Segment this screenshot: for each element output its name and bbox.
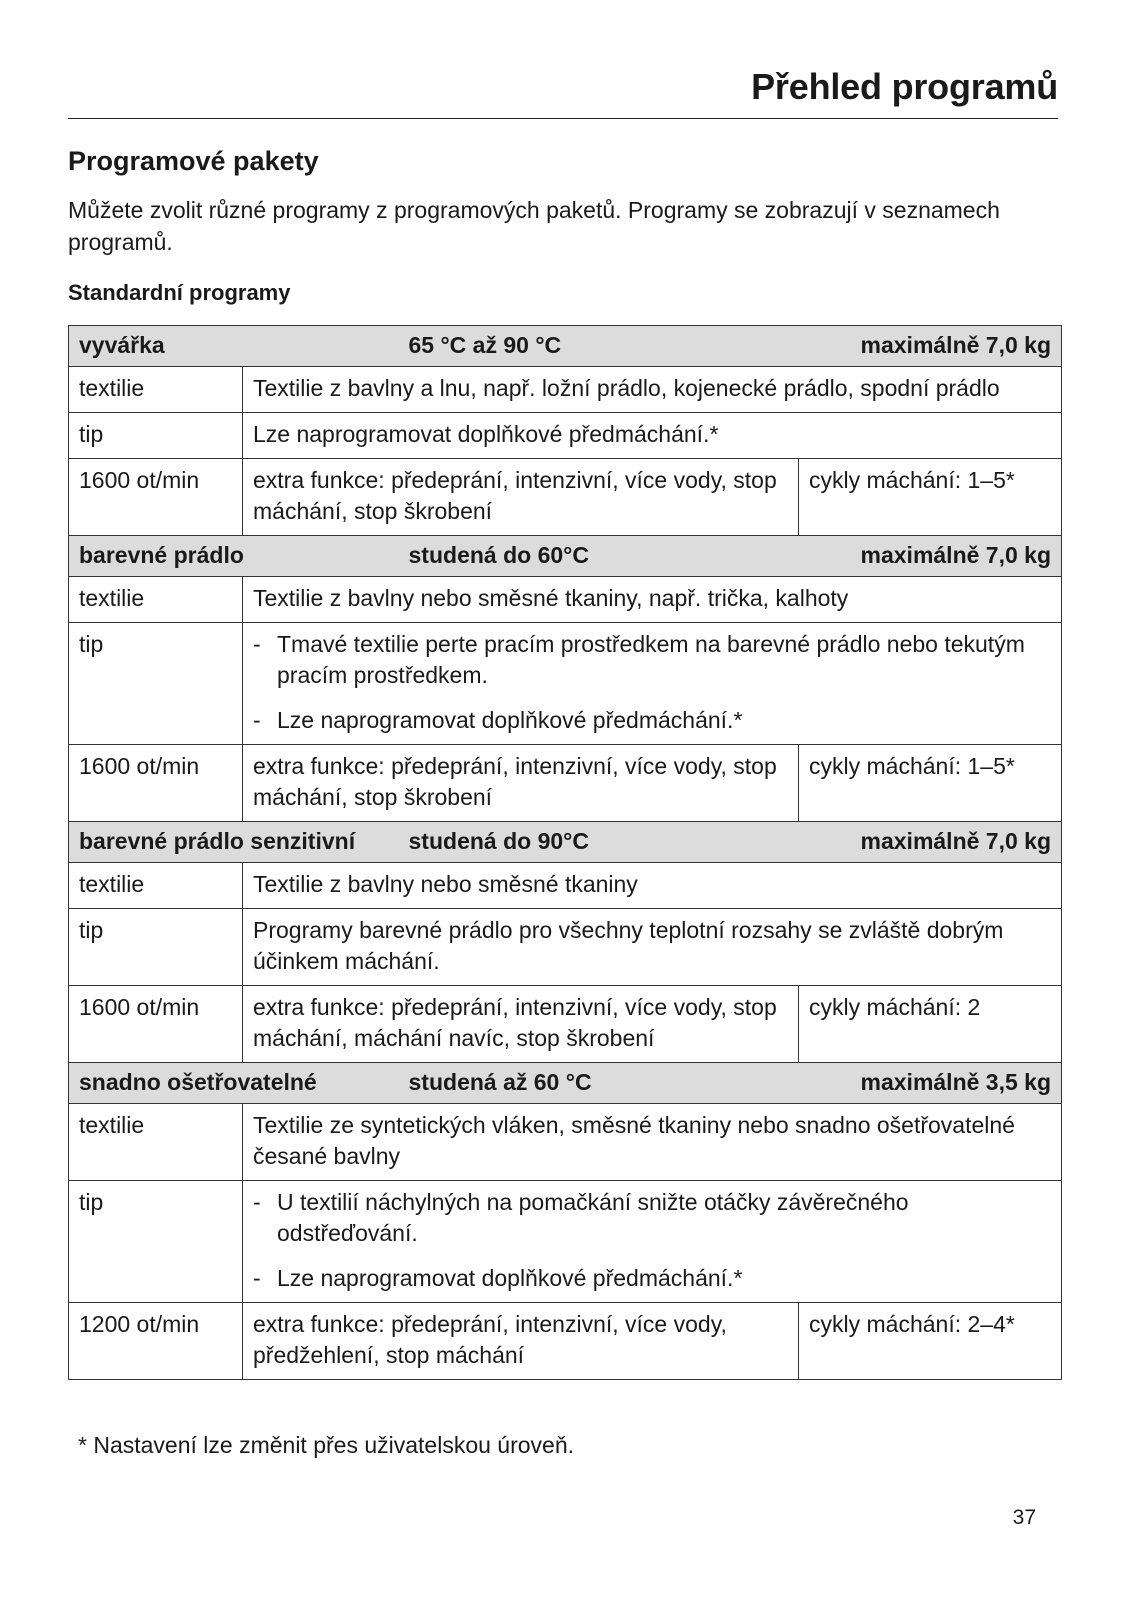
extra-functions: extra funkce: předeprání, intenzivní, více vody, stop máchání, stop škrobení <box>243 745 799 822</box>
textiles-description: Textilie z bavlny a lnu, např. ložní prádlo, kojenecké prádlo, spodní prádlo <box>243 367 1062 413</box>
textiles-row <box>69 577 1062 623</box>
tip-row <box>69 1181 1062 1303</box>
intro-paragraph: Můžete zvolit různé programy z programových paketů. Programy se zobrazují v seznamech programů. <box>68 197 1000 255</box>
page-header <box>68 62 1058 119</box>
page-number: 37 <box>1012 1506 1036 1529</box>
section-heading: Programové pakety <box>68 146 319 176</box>
footnote: * Nastavení lze změnit přes uživatelskou úroveň. <box>78 1432 575 1458</box>
tip-row <box>69 623 1062 745</box>
tip-content <box>243 623 1062 745</box>
spin-row <box>69 745 1062 822</box>
spin-row <box>69 1303 1062 1380</box>
program-header-row <box>69 1063 1062 1104</box>
textiles-row <box>69 1104 1062 1181</box>
textiles-description: Textilie z bavlny nebo směsné tkaniny <box>243 863 1062 909</box>
tip-list <box>253 1187 1051 1294</box>
tip-content <box>243 413 1062 459</box>
textiles-description: Textilie z bavlny nebo směsné tkaniny, např. trička, kalhoty <box>243 577 1062 623</box>
spin-speed: 1600 ot/min <box>69 745 243 822</box>
extra-functions: extra funkce: předeprání, intenzivní, více vody, předžehlení, stop máchání <box>243 1303 799 1380</box>
textiles-description: Textilie ze syntetických vláken, směsné tkaniny nebo snadno ošetřovatelné česané bavlny <box>243 1104 1062 1181</box>
rinse-cycles: cykly máchání: 1–5* <box>799 745 1062 822</box>
program-name: snadno ošetřovatelné <box>69 1063 399 1104</box>
tip-text: Programy barevné prádlo pro všechny teplotní rozsahy se zvláště dobrým účinkem máchání. <box>253 917 1004 974</box>
textiles-label: textilie <box>69 1104 243 1181</box>
program-max-load: maximálně 3,5 kg <box>799 1063 1062 1104</box>
textiles-label: textilie <box>69 367 243 413</box>
spin-speed: 1600 ot/min <box>69 986 243 1063</box>
textiles-label: textilie <box>69 863 243 909</box>
spin-row <box>69 459 1062 536</box>
tip-item: - Lze naprogramovat doplňkové předmáchání.* <box>253 1263 1051 1294</box>
textiles-row <box>69 863 1062 909</box>
page-title: Přehled programů <box>751 66 1058 107</box>
rinse-cycles: cykly máchání: 2–4* <box>799 1303 1062 1380</box>
program-max-load: maximálně 7,0 kg <box>799 536 1062 577</box>
program-max-load: maximálně 7,0 kg <box>799 822 1062 863</box>
textiles-row <box>69 367 1062 413</box>
extra-functions: extra funkce: předeprání, intenzivní, více vody, stop máchání, máchání navíc, stop škrobení <box>243 986 799 1063</box>
program-header-row <box>69 536 1062 577</box>
program-temperature: 65 °C až 90 °C <box>399 326 799 367</box>
spin-row <box>69 986 1062 1063</box>
tip-label: tip <box>69 623 243 745</box>
program-name: vyvářka <box>69 326 399 367</box>
rinse-cycles: cykly máchání: 1–5* <box>799 459 1062 536</box>
tip-row <box>69 413 1062 459</box>
spin-speed: 1200 ot/min <box>69 1303 243 1380</box>
programs-table-body <box>69 326 1062 1380</box>
program-temperature: studená do 60°C <box>399 536 799 577</box>
tip-content <box>243 1181 1062 1303</box>
tip-label: tip <box>69 413 243 459</box>
tip-content <box>243 909 1062 986</box>
extra-functions: extra funkce: předeprání, intenzivní, více vody, stop máchání, stop škrobení <box>243 459 799 536</box>
tip-item: - Tmavé textilie perte pracím prostředkem na barevné prádlo nebo tekutým pracím prostředkem. <box>253 629 1051 691</box>
spin-speed: 1600 ot/min <box>69 459 243 536</box>
program-max-load: maximálně 7,0 kg <box>799 326 1062 367</box>
tip-text: Lze naprogramovat doplňkové předmáchání.* <box>253 421 719 447</box>
tip-list <box>253 629 1051 736</box>
program-header-row <box>69 822 1062 863</box>
tip-label: tip <box>69 1181 243 1303</box>
program-header-row <box>69 326 1062 367</box>
textiles-label: textilie <box>69 577 243 623</box>
tip-label: tip <box>69 909 243 986</box>
program-temperature: studená do 90°C <box>399 822 799 863</box>
tip-item: - Lze naprogramovat doplňkové předmáchání.* <box>253 705 1051 736</box>
program-temperature: studená až 60 °C <box>399 1063 799 1104</box>
tip-row <box>69 909 1062 986</box>
subheading-standard-programs: Standardní programy <box>68 280 291 305</box>
tip-item: - U textilií náchylných na pomačkání snižte otáčky závěrečného odstřeďování. <box>253 1187 1051 1249</box>
programs-table <box>68 325 1062 1380</box>
program-name: barevné prádlo senzitivní <box>69 822 399 863</box>
rinse-cycles: cykly máchání: 2 <box>799 986 1062 1063</box>
program-name: barevné prádlo <box>69 536 399 577</box>
